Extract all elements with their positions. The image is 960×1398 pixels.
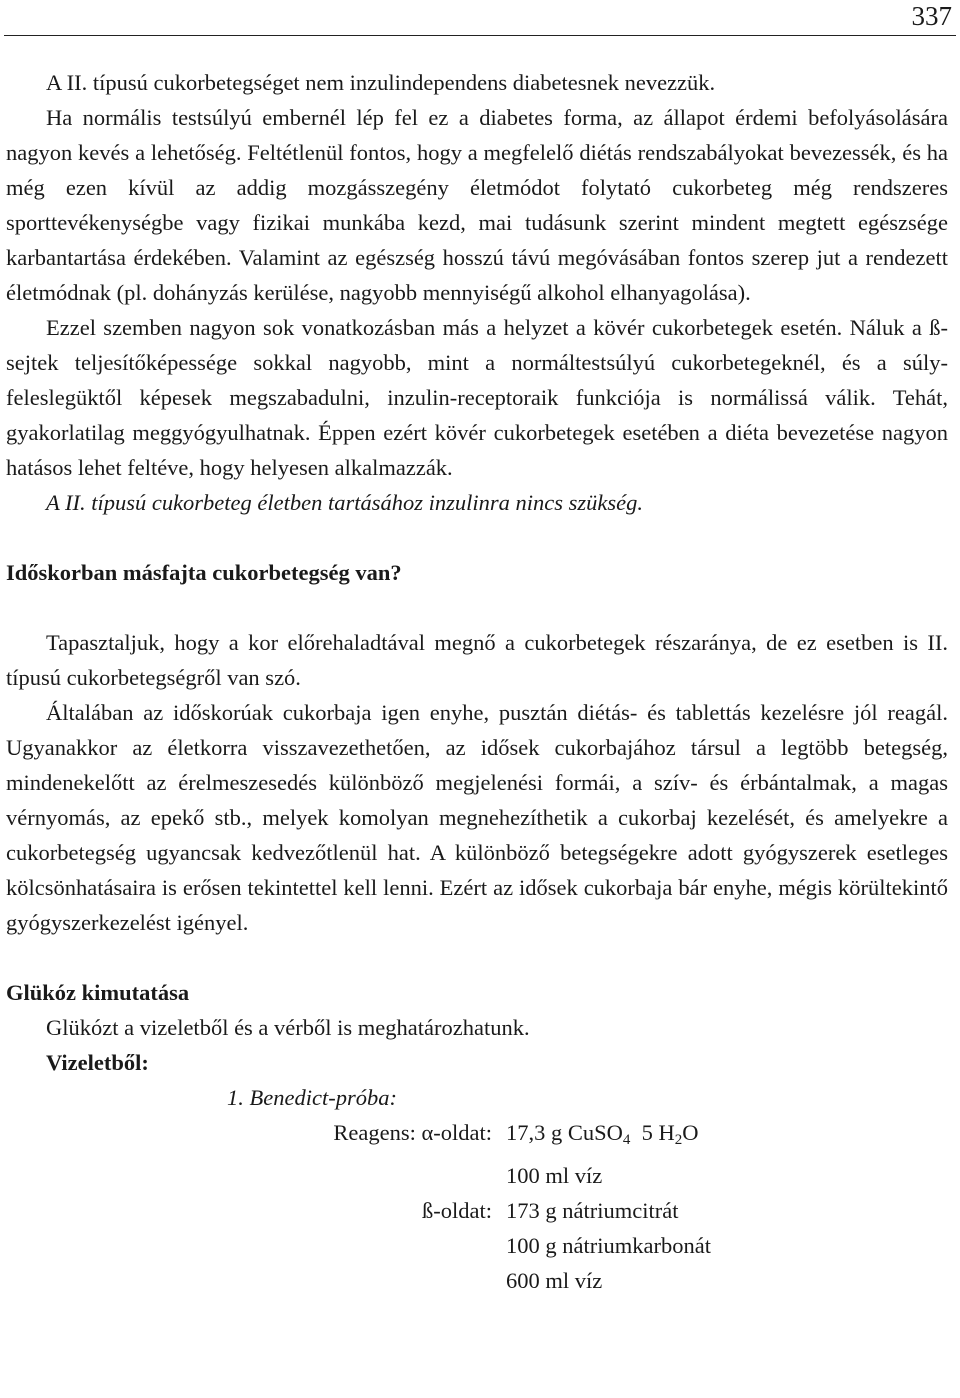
sub-heading: Vizeletből: bbox=[46, 1050, 149, 1075]
reagent-table bbox=[6, 1115, 711, 1298]
reagent-label-empty bbox=[6, 1263, 506, 1298]
reagent-value: 100 g nátriumkarbonát bbox=[506, 1233, 711, 1258]
section-heading: Időskorban másfajta cukorbetegség van? bbox=[6, 560, 402, 585]
formula-subscript: 2 bbox=[674, 1132, 683, 1148]
reagent-value: 600 ml víz bbox=[506, 1268, 603, 1293]
spacer bbox=[6, 940, 948, 975]
table-row bbox=[6, 1115, 711, 1158]
paragraph: Általában az időskorúak cukorbaja igen enyhe, pusztán diétás- és tablettás kezelésre jól reagál. Ugyanakkor az életkorra visszavezethetően, az idősek cukorbajához társul a legtöbb betegség, mindenekelőtt az érelmeszesedés különböző megjelenési formái, a szív- és érbántalmak, a magas vérnyomás, az epekő stb., melyek komolyan megnehezíthetik a cukorbaj kezelését, és amelyekre a cukorbetegség ugyancsak kedvezőtlenül hat. A különböző betegségekre adott gyógyszerek esetleges kölcsönhatásaira is erősen tekintettel kell lenni. Ezért az idősek cukorbaja bár enyhe, mégis körültekintő gyógyszerkezelést igényel. bbox=[6, 700, 948, 935]
page-content bbox=[6, 65, 948, 1298]
reagent-value: 100 ml víz bbox=[506, 1163, 603, 1188]
formula-part: O bbox=[682, 1120, 699, 1145]
reagent-label: Reagens: α-oldat: bbox=[333, 1120, 492, 1145]
paragraph: Ezzel szemben nagyon sok vonatkozásban más a helyzet a kövér cukorbetegek esetén. Náluk a ß-sejtek teljesítőképessége sokkal nagyobb, mint a normáltestsúlyú cukorbetegeknél, és a súly-feleslegüktől képesek megszabadulni, inzulin-receptoraik funkciója is normálissá válik. Tehát, gyakorlatilag meggyógyulhatnak. Éppen ezért kövér cukorbetegek esetében a diéta bevezetése nagyon hatásos lehet feltéve, hogy helyesen alkalmazzák. bbox=[6, 315, 948, 480]
reagent-value bbox=[506, 1115, 711, 1158]
reagent-value: 173 g nátriumcitrát bbox=[506, 1198, 679, 1223]
paragraph: A II. típusú cukorbetegséget nem inzulindependens diabetesnek nevezzük. bbox=[46, 70, 716, 95]
formula-part: 17,3 g CuSO bbox=[506, 1120, 623, 1145]
reagent-label-empty bbox=[6, 1158, 506, 1193]
formula-subscript: 4 bbox=[622, 1132, 631, 1148]
table-row bbox=[6, 1228, 711, 1263]
formula-part: 5 H bbox=[630, 1120, 675, 1145]
header-divider bbox=[4, 35, 956, 36]
table-row bbox=[6, 1158, 711, 1193]
reagent-label: ß-oldat: bbox=[422, 1198, 492, 1223]
reagent-label-empty bbox=[6, 1228, 506, 1263]
table-row bbox=[6, 1263, 711, 1298]
paragraph: Tapasztaljuk, hogy a kor előrehaladtával megnő a cukorbetegek részaránya, de ez esetben is II. típusú cukorbetegségről van szó. bbox=[6, 630, 948, 690]
table-row bbox=[6, 1193, 711, 1228]
paragraph: Ha normális testsúlyú embernél lép fel ez a diabetes forma, az állapot érdemi befolyásolására nagyon kevés a lehetőség. Feltétlenül fontos, hogy a megfelelő diétás rendszabályokat bevezessék, és ha még ezen kívül az addig mozgásszegény életmódot folytató cukorbeteg még rendszeres sporttevékenységbe vagy fizikai munkába kezd, mai tudásunk szerint mindent megtett egészsége karbantartása érdekében. Valamint az egészség hosszú távú megóvásában fontos szerep jut a rendezett életmódnak (pl. dohányzás kerülése, nagyobb mennyiségű alkohol elhanyagolása). bbox=[6, 105, 948, 305]
page-number: 337 bbox=[911, 1, 952, 31]
spacer bbox=[6, 520, 948, 555]
test-title: 1. Benedict-próba: bbox=[227, 1085, 397, 1110]
spacer bbox=[6, 590, 948, 625]
paragraph: Glükózt a vizeletből és a vérből is meghatározhatunk. bbox=[46, 1015, 530, 1040]
italic-statement: A II. típusú cukorbeteg életben tartásához inzulinra nincs szükség. bbox=[46, 490, 644, 515]
section-heading: Glükóz kimutatása bbox=[6, 980, 190, 1005]
